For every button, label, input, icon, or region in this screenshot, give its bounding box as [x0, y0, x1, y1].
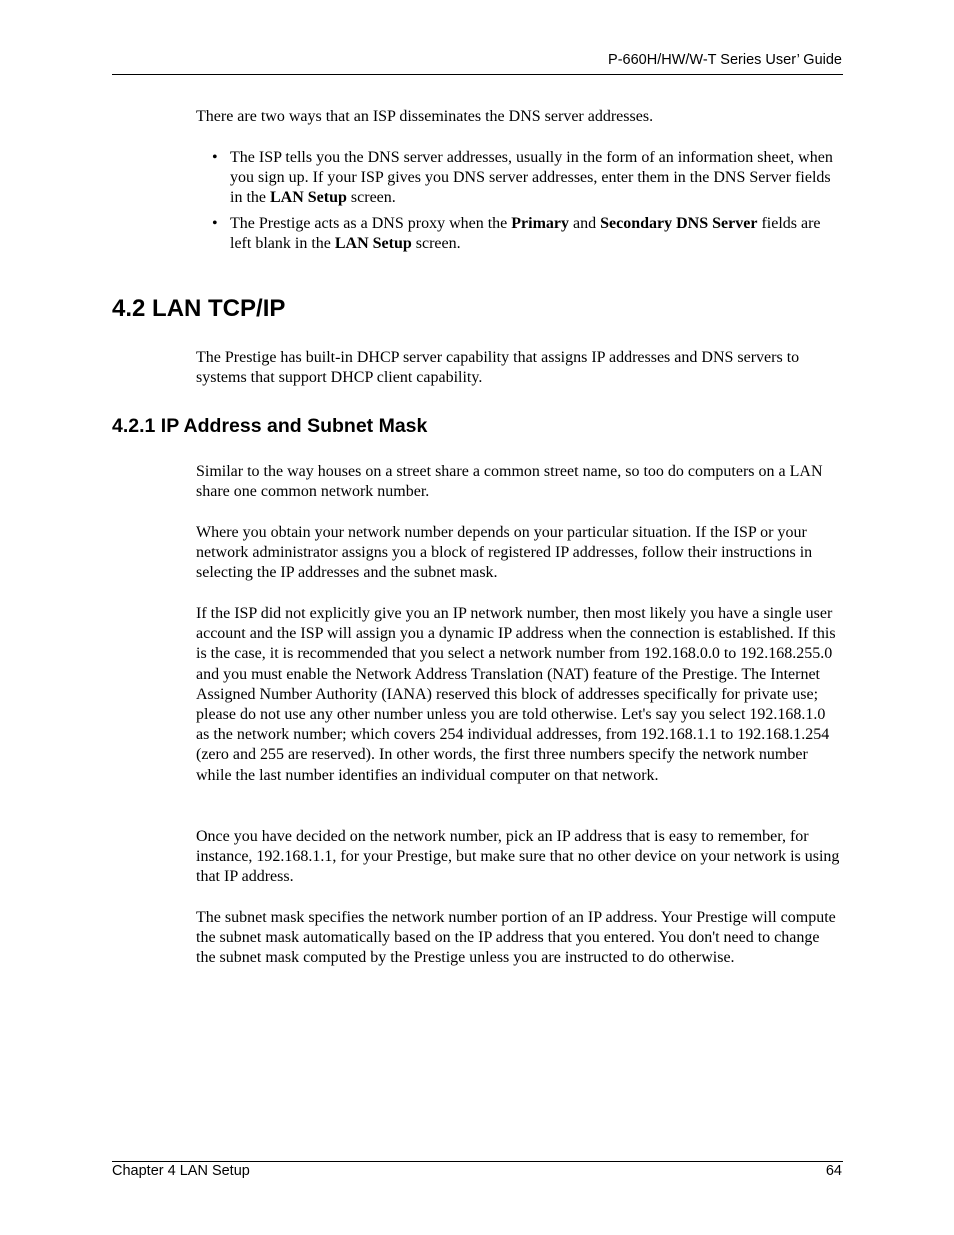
bold-term: LAN Setup [334, 234, 412, 252]
body-paragraph-4: Once you have decided on the network number, pick an IP address that is easy to remember, for instance, 192.168.1.1, for your Prestige, but make sure that no other device on your network is using that IP address. [196, 828, 840, 886]
dns-methods-list [196, 148, 842, 259]
body-paragraph-3: If the ISP did not explicitly give you an IP network number, then most likely you have a single user account and the ISP will assign you a dynamic IP address when the connection is established. If this is the case, it is recommended that you select a network number from 192.168.0.0 to 192.168.255.0 and you must enable the Network Address Translation (NAT) feature of the Prestige. The Internet Assigned Number Authority (IANA) reserved this block of addresses specifically for private use; please do not use any other number unless you are told otherwise. Let's say you select 192.168.1.0 as the network number; which covers 254 individual addresses, from 192.168.1.1 to 192.168.1.254 (zero and 255 are reserved). In other words, the first three numbers specify the network number while the last number identifies an individual computer on that network. [196, 605, 836, 784]
section-heading: 4.2 LAN TCP/IP [112, 295, 286, 322]
subsection-heading: 4.2.1 IP Address and Subnet Mask [112, 415, 428, 437]
intro-paragraph: There are two ways that an ISP disseminates the DNS server addresses. [196, 108, 654, 125]
running-header: P-660H/HW/W-T Series User’ Guide [608, 52, 842, 68]
bold-term: LAN Setup [270, 189, 347, 207]
body-paragraph-5: The subnet mask specifies the network number portion of an IP address. Your Prestige will compute the subnet mask automatically based on the IP address that you entered. You don't need to change the subnet mask computed by the Prestige unless you are instructed to do otherwise. [196, 909, 836, 967]
bullet-text: screen. [411, 234, 461, 252]
bullet-text: The ISP tells you the DNS server addresses, usually in the form of an information sheet, when you sign up. If your ISP gives you DNS server addresses, enter them in the DNS Server fields in the [230, 149, 833, 207]
list-item [196, 148, 842, 209]
bullet-text: and [569, 214, 601, 232]
bold-term: Primary [511, 214, 570, 232]
body-paragraph-2: Where you obtain your network number depends on your particular situation. If the ISP or your network administrator assigns you a block of registered IP addresses, follow their instructions in selecting the IP addresses and the subnet mask. [196, 524, 813, 582]
bullet-text: The Prestige acts as a DNS proxy when the [230, 214, 512, 232]
bullet-marker: • [212, 149, 218, 166]
section-paragraph: The Prestige has built-in DHCP server capability that assigns IP addresses and DNS servers to systems that support DHCP client capability. [196, 349, 800, 387]
bold-term: Secondary DNS Server [600, 214, 758, 232]
bullet-text: screen. [346, 189, 396, 207]
bullet-text: fields are left blank in the [230, 214, 821, 252]
bullet-marker: • [212, 214, 218, 232]
list-item [196, 214, 842, 254]
page-number: 64 [825, 1163, 842, 1179]
body-paragraph-1: Similar to the way houses on a street share a common street name, so too do computers on a LAN share one common network number. [196, 463, 823, 501]
chapter-footer: Chapter 4 LAN Setup [112, 1163, 250, 1179]
header-rule [112, 74, 843, 75]
